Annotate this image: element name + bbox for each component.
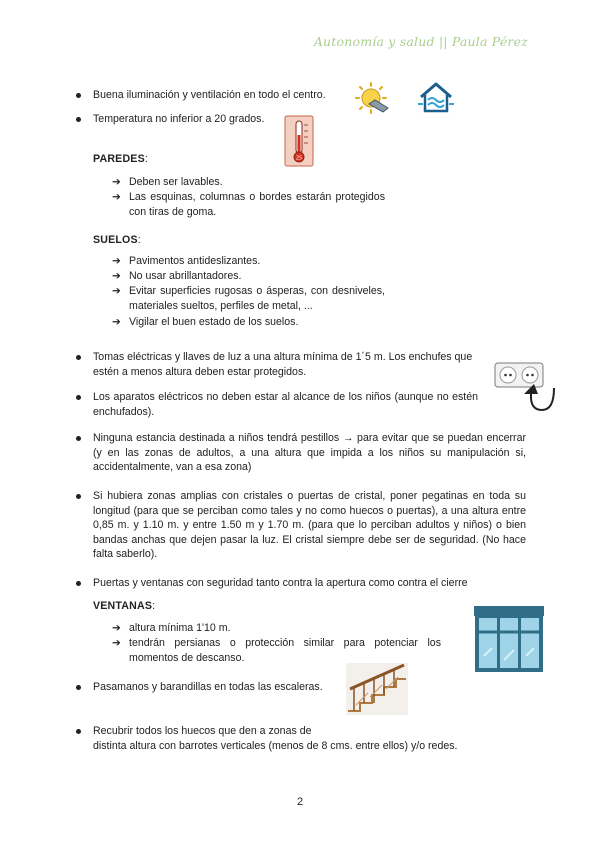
bullet-text: Tomas eléctricas y llaves de luz a una altura mínima de 1´5 m. Los enchufes que estén a menos altura deben estar protegidos. bbox=[93, 351, 473, 378]
bullet-text: Temperatura no inferior a 20 grados. bbox=[93, 113, 265, 125]
ventanas-item bbox=[112, 621, 441, 636]
ventanas-item-text: tendrán persianas o protección similar para potenciar los momentos de descanso. bbox=[129, 637, 441, 664]
suelos-item bbox=[112, 284, 385, 313]
bullet-text: Pasamanos y barandillas en todas las escaleras. bbox=[93, 681, 323, 693]
bullet-dot bbox=[76, 685, 81, 690]
suelos-item-text: Vigilar el buen estado de los suelos. bbox=[129, 316, 299, 328]
arrow-icon: ➔ bbox=[112, 255, 121, 267]
page-number: 2 bbox=[296, 796, 304, 808]
bullet-dot bbox=[76, 494, 81, 499]
arrow-icon: ➔ bbox=[112, 316, 121, 328]
thermometer-label: 25 bbox=[295, 155, 303, 162]
bullet-dot bbox=[76, 729, 81, 734]
paredes-item-text: Deben ser lavables. bbox=[129, 176, 223, 188]
section-title-suelos bbox=[93, 234, 141, 246]
ventanas-item-text: altura mínima 1'10 m. bbox=[129, 622, 231, 634]
bullet-temperatura bbox=[93, 112, 293, 127]
section-title-paredes bbox=[93, 153, 148, 165]
ventilation-house-icon bbox=[416, 80, 456, 114]
bullet-dot bbox=[76, 355, 81, 360]
bullet-pestillos bbox=[93, 431, 526, 475]
paredes-item-text: Las esquinas, columnas o bordes estarán protegidos con tiras de goma. bbox=[129, 191, 385, 218]
suelos-item-text: No usar abrillantadores. bbox=[129, 270, 242, 282]
bullet-dot bbox=[76, 581, 81, 586]
arrow-icon: ➔ bbox=[112, 622, 121, 634]
bullet-dot bbox=[76, 395, 81, 400]
arrow-icon: ➔ bbox=[112, 191, 121, 203]
section-title-ventanas bbox=[93, 600, 155, 612]
window-icon bbox=[474, 606, 544, 672]
bullet-text: distinta altura con barrotes verticales (menos de 8 cms. entre ellos) y/o redes. bbox=[93, 740, 458, 752]
bullet-text: Recubrir todos los huecos que den a zonas de bbox=[93, 725, 312, 737]
bullet-pasamanos bbox=[93, 680, 343, 695]
section-title-colon: : bbox=[152, 600, 156, 612]
stair-railing-icon bbox=[346, 663, 408, 715]
arrow-icon: ➔ bbox=[112, 270, 121, 282]
paredes-item bbox=[112, 175, 385, 190]
arrow-icon: ➔ bbox=[112, 176, 121, 188]
section-title-colon: : bbox=[144, 153, 148, 165]
bullet-cristales bbox=[93, 489, 526, 562]
bullet-dot bbox=[76, 93, 81, 98]
thermometer-icon bbox=[284, 115, 314, 167]
bullet-text: Ninguna estancia destinada a niños tendrá pestillos → para evitar que se puedan encerrar (y en las zonas de adultos, a una altura que impida a los niños su manipulación si, accidentalmente, van a esa zona) bbox=[93, 432, 526, 474]
electric-socket-icon bbox=[494, 362, 556, 414]
bullet-text: Los aparatos eléctricos no deben estar al alcance de los niños (aunque no estén enchufados). bbox=[93, 391, 478, 418]
bullet-dot bbox=[76, 436, 81, 441]
ventanas-item bbox=[112, 636, 441, 665]
section-title-text: VENTANAS bbox=[93, 600, 153, 612]
paredes-item bbox=[112, 190, 385, 219]
section-title-text: SUELOS bbox=[93, 234, 138, 246]
bullet-tomas bbox=[93, 350, 488, 379]
arrow-icon: ➔ bbox=[112, 285, 121, 297]
suelos-item bbox=[112, 315, 385, 330]
suelos-item-text: Pavimentos antideslizantes. bbox=[129, 255, 261, 267]
bullet-dot bbox=[76, 117, 81, 122]
bullet-text: Si hubiera zonas amplias con cristales o puertas de cristal, poner pegatinas en toda su longitud (para que se perciban como tales y no como huecos o puertas), a una altura entre 0,85 m. y 1.10 m. y entre 1.50 m y 1.70 m. (para que lo perciban adultos y niños) o bien bandas anchas que dejen pasar la luz. El cristal siempre debe ser de seguridad. (No hace falta saberlo). bbox=[93, 490, 526, 561]
bullet-puertas bbox=[93, 576, 526, 591]
bullet-text: Puertas y ventanas con seguridad tanto contra la apertura como contra el cierre bbox=[93, 577, 468, 589]
bullet-iluminacion bbox=[93, 88, 353, 103]
section-title-text: PAREDES bbox=[93, 153, 145, 165]
sun-light-icon bbox=[355, 82, 391, 116]
bullet-huecos bbox=[93, 724, 526, 739]
bullet-aparatos bbox=[93, 390, 478, 419]
header-title: Autonomía y salud || Paula Pérez bbox=[313, 34, 528, 49]
suelos-item bbox=[112, 254, 385, 269]
suelos-item-text: Evitar superficies rugosas o ásperas, con desniveles, materiales sueltos, perfiles de metal, ... bbox=[129, 285, 385, 312]
suelos-item bbox=[112, 269, 385, 284]
bullet-text: Buena iluminación y ventilación en todo el centro. bbox=[93, 89, 326, 101]
arrow-icon: ➔ bbox=[112, 637, 121, 649]
section-title-colon: : bbox=[137, 234, 141, 246]
bullet-huecos-continuation bbox=[93, 739, 526, 754]
